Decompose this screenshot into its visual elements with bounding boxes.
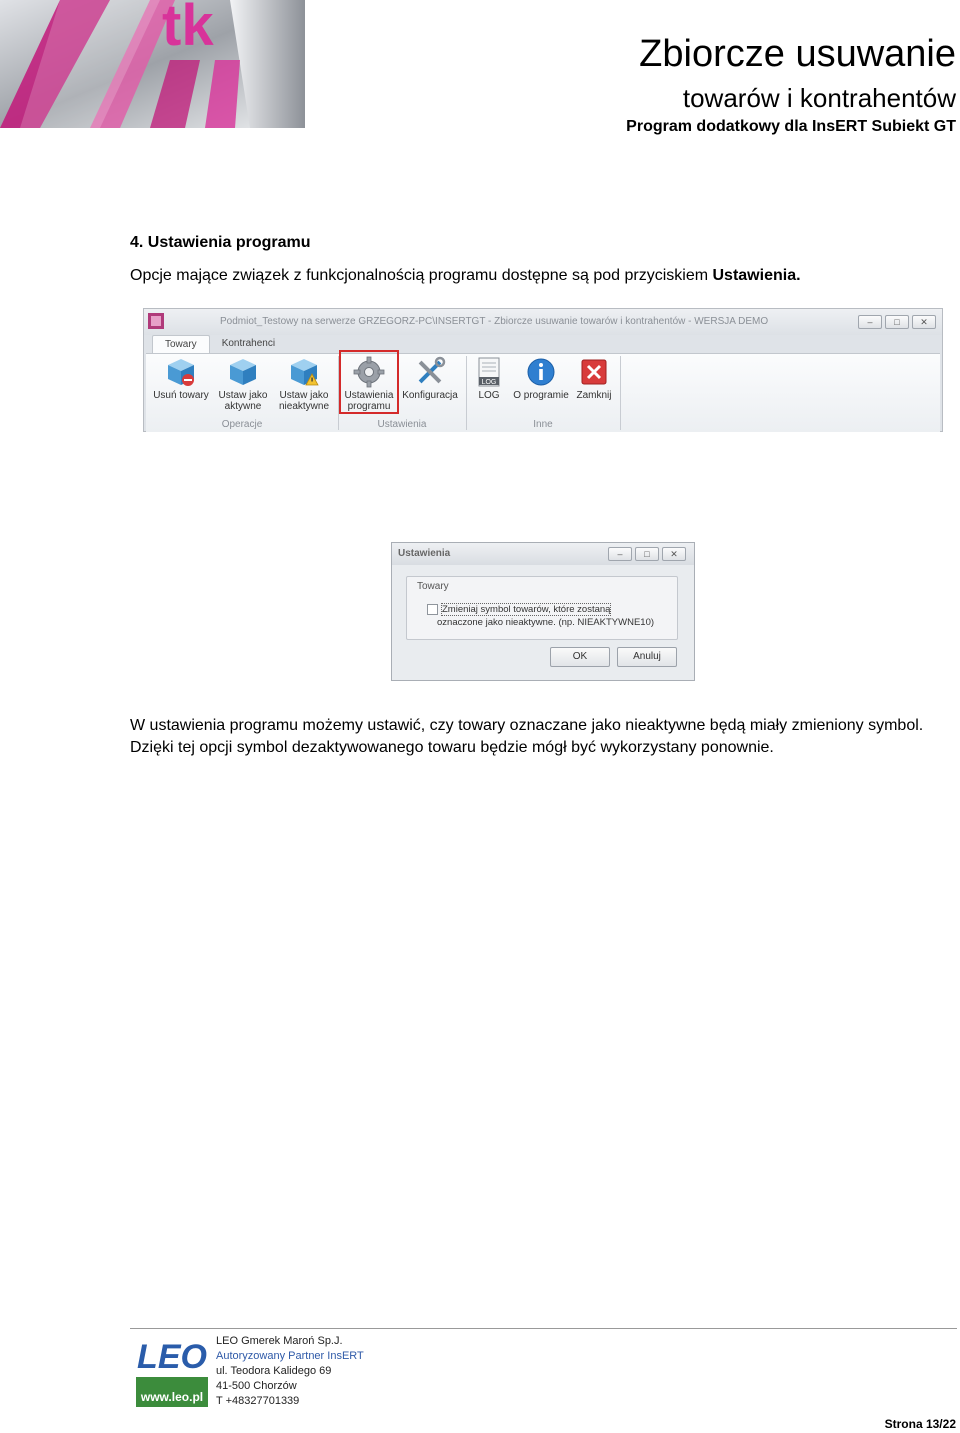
log-icon-text: LOG — [481, 379, 497, 386]
minimize-button[interactable]: – — [858, 315, 882, 329]
configuration-button[interactable] — [400, 356, 460, 401]
intro-paragraph — [130, 266, 801, 286]
body-paragraph-2: Dzięki tej opcji symbol dezaktywowanego towaru będzie mógł być wykorzystany ponownie. — [130, 739, 774, 756]
set-inactive-label: Ustaw jako nieaktywne — [278, 390, 330, 412]
leo-logo — [136, 1337, 208, 1407]
company-street: ul. Teodora Kalidego 69 — [216, 1365, 332, 1377]
group-label-operacje: Operacje — [221, 419, 263, 430]
exit-label: Zamknij — [576, 390, 612, 401]
log-file-icon — [473, 356, 505, 388]
checkbox-label-line-2: oznaczone jako nieaktywne. (np. NIEAKTYWNE10) — [437, 617, 655, 628]
groupbox-title: Towary — [417, 581, 449, 592]
company-info — [216, 1334, 364, 1409]
delete-products-button[interactable] — [150, 356, 212, 401]
about-button[interactable] — [510, 356, 572, 401]
configuration-label: Konfiguracja — [402, 390, 458, 401]
delete-cube-icon — [165, 356, 197, 388]
maximize-button[interactable]: □ — [885, 315, 909, 329]
about-label: O programie — [513, 390, 569, 401]
dialog-minimize-button[interactable]: – — [608, 547, 632, 561]
dialog-close-button[interactable]: ✕ — [662, 547, 686, 561]
ribbon-tabs — [152, 335, 287, 353]
dialog-window-controls — [608, 547, 686, 561]
set-inactive-button[interactable] — [274, 356, 334, 412]
header-logo — [0, 0, 305, 128]
program-settings-label: Ustawienia programu — [344, 390, 394, 412]
app-icon — [148, 313, 164, 329]
ok-button[interactable]: OK — [550, 647, 610, 667]
section-heading: 4. Ustawienia programu — [130, 234, 311, 251]
set-active-label: Ustaw jako aktywne — [218, 390, 268, 412]
log-label: LOG — [478, 390, 500, 401]
dialog-titlebar — [392, 543, 694, 565]
page-number: Strona 13/22 — [884, 1417, 956, 1431]
cube-icon — [227, 356, 259, 388]
checkbox-label-line-1: Zmieniaj symbol towarów, które zostaną — [442, 604, 611, 615]
tools-icon — [414, 356, 446, 388]
company-city: 41-500 Chorzów — [216, 1380, 297, 1392]
logo-text: tk — [162, 0, 214, 58]
settings-dialog-screenshot — [391, 542, 695, 681]
ribbon-window-screenshot — [143, 308, 943, 432]
exit-button[interactable] — [576, 356, 612, 401]
ribbon-window-controls — [858, 315, 936, 329]
document-subtitle: towarów i kontrahentów — [682, 83, 956, 113]
close-button[interactable]: ✕ — [912, 315, 936, 329]
gear-icon — [353, 356, 385, 388]
company-name: LEO Gmerek Maroń Sp.J. — [216, 1335, 343, 1347]
log-button[interactable] — [472, 356, 506, 401]
tab-towary[interactable]: Towary — [152, 335, 210, 354]
close-icon — [578, 356, 610, 388]
document-program-line: Program dodatkowy dla InsERT Subiekt GT — [626, 118, 956, 135]
change-symbol-checkbox[interactable] — [427, 604, 438, 615]
cube-warning-icon — [288, 356, 320, 388]
company-phone: T +48327701339 — [216, 1395, 300, 1407]
group-label-inne: Inne — [533, 419, 553, 430]
footer-divider — [130, 1328, 957, 1329]
delete-products-label: Usuń towary — [153, 390, 209, 401]
info-icon — [525, 356, 557, 388]
body-paragraph-1: W ustawienia programu możemy ustawić, czy towary oznaczane jako nieaktywne będą miały zmieniony symbol. — [130, 717, 924, 734]
document-title: Zbiorcze usuwanie — [639, 33, 956, 75]
leo-logo-text: LEO — [137, 1338, 207, 1376]
ribbon-titlebar — [144, 309, 942, 335]
group-label-ustawienia: Ustawienia — [377, 419, 427, 430]
company-partner: Autoryzowany Partner InsERT — [216, 1350, 364, 1362]
program-settings-button[interactable] — [339, 350, 399, 414]
products-groupbox — [406, 576, 678, 640]
cancel-button[interactable]: Anuluj — [617, 647, 677, 667]
group-separator — [620, 356, 621, 430]
leo-logo-url: www.leo.pl — [140, 1390, 204, 1404]
intro-text: Opcje mające związek z funkcjonalnością programu dostępne są pod przyciskiem — [130, 267, 713, 284]
ribbon-panel — [146, 353, 940, 432]
ribbon-window-title: Podmiot_Testowy na serwerze GRZEGORZ-PC\INSERTGT - Zbiorcze usuwanie towarów i kontrahentów - WERSJA DEMO — [220, 316, 769, 327]
change-symbol-label — [437, 603, 671, 629]
intro-bold: Ustawienia. — [712, 267, 801, 284]
dialog-maximize-button[interactable]: □ — [635, 547, 659, 561]
tab-kontrahenci[interactable]: Kontrahenci — [221, 338, 276, 349]
set-active-button[interactable] — [216, 356, 270, 412]
dialog-title: Ustawienia — [398, 548, 451, 559]
